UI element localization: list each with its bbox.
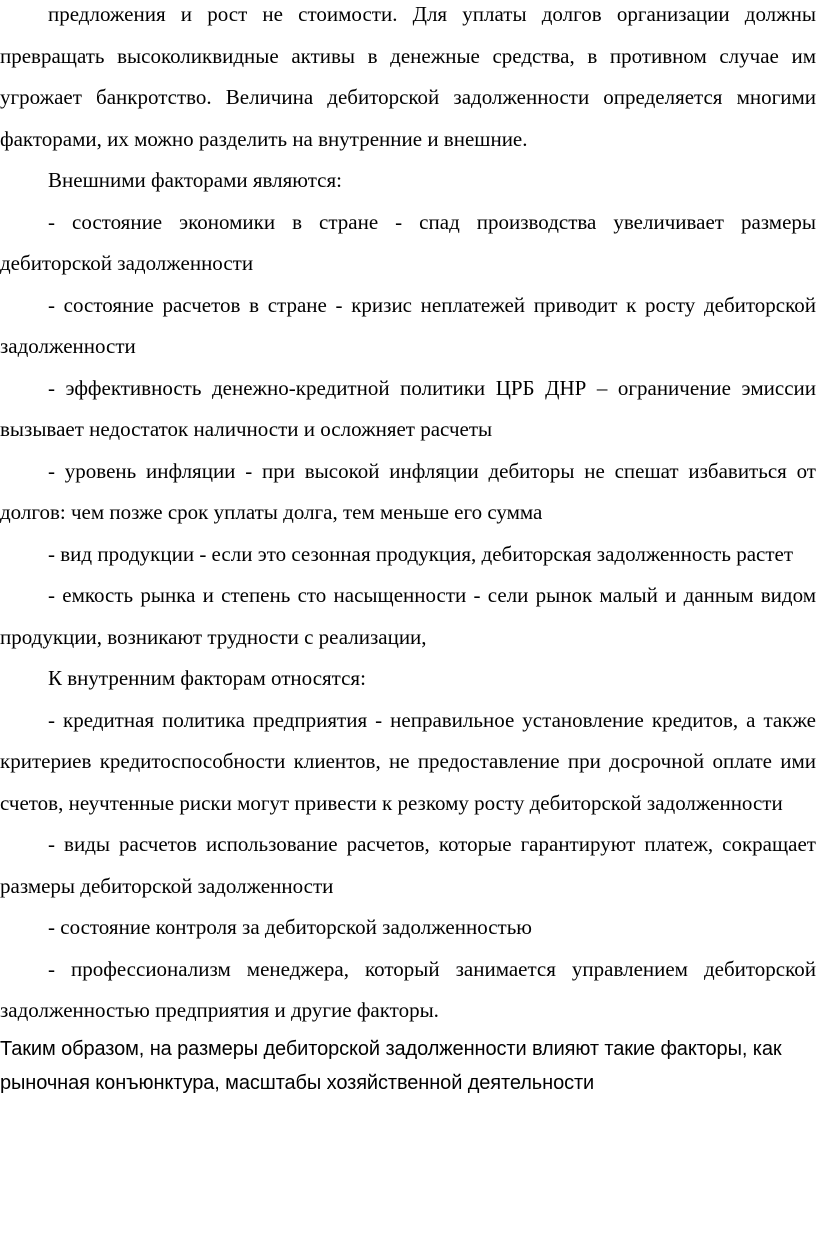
list-item-control-state: - состояние контроля за дебиторской задолженностью: [48, 915, 532, 939]
paragraph-intro: предложения и рост не стоимости. Для уплаты долгов организации должны превращать высоколиквидные активы в денежные средства, в противном случае им угрожает банкротство. Величина дебиторской задолженности определяется многими факторами, их можно разделить на внутренние и внешние.: [0, 2, 816, 151]
list-item-credit-policy: - кредитная политика предприятия - неправильное установление кредитов, а также критериев кредитоспособности клиентов, не предоставление при досрочной оплате ими счетов, неучтенные риски могут привести к резкому росту дебиторской задолженности: [0, 707, 816, 815]
list-item-inflation: - уровень инфляции - при высокой инфляции дебиторы не спешат избавиться от долгов: чем позже срок уплаты долга, тем меньше его сумма: [0, 458, 816, 524]
list-item-settlement-types: - виды расчетов использование расчетов, которые гарантируют платеж, сокращает размеры дебиторской задолженности: [0, 832, 816, 898]
list-item-market-capacity: - емкость рынка и степень сто насыщенности - сели рынок малый и данным видом продукции, возникают трудности с реализации,: [0, 583, 816, 649]
list-item-economy-state: - состояние экономики в стране - спад производства увеличивает размеры дебиторской задолженности: [0, 209, 816, 275]
paragraph-internal-factors-heading: К внутренним факторам относятся:: [48, 666, 366, 690]
list-item-monetary-policy: - эффективность денежно-кредитной политики ЦРБ ДНР – ограничение эмиссии вызывает недостаток наличности и осложняет расчеты: [0, 375, 816, 441]
paragraph-conclusion: Таким образом, на размеры дебиторской задолженности влияют такие факторы, как рыночная конъюнктура, масштабы хозяйственной деятельности: [0, 1037, 782, 1094]
list-item-product-type: - вид продукции - если это сезонная продукция, дебиторская задолженность растет: [48, 541, 794, 566]
paragraph-external-factors-heading: Внешними факторами являются:: [48, 168, 342, 192]
list-item-manager-professionalism: - профессионализм менеджера, который занимается управлением дебиторской задолженностью предприятия и другие факторы.: [0, 956, 816, 1022]
list-item-settlements-state: - состояние расчетов в стране - кризис неплатежей приводит к росту дебиторской задолженности: [0, 292, 816, 358]
